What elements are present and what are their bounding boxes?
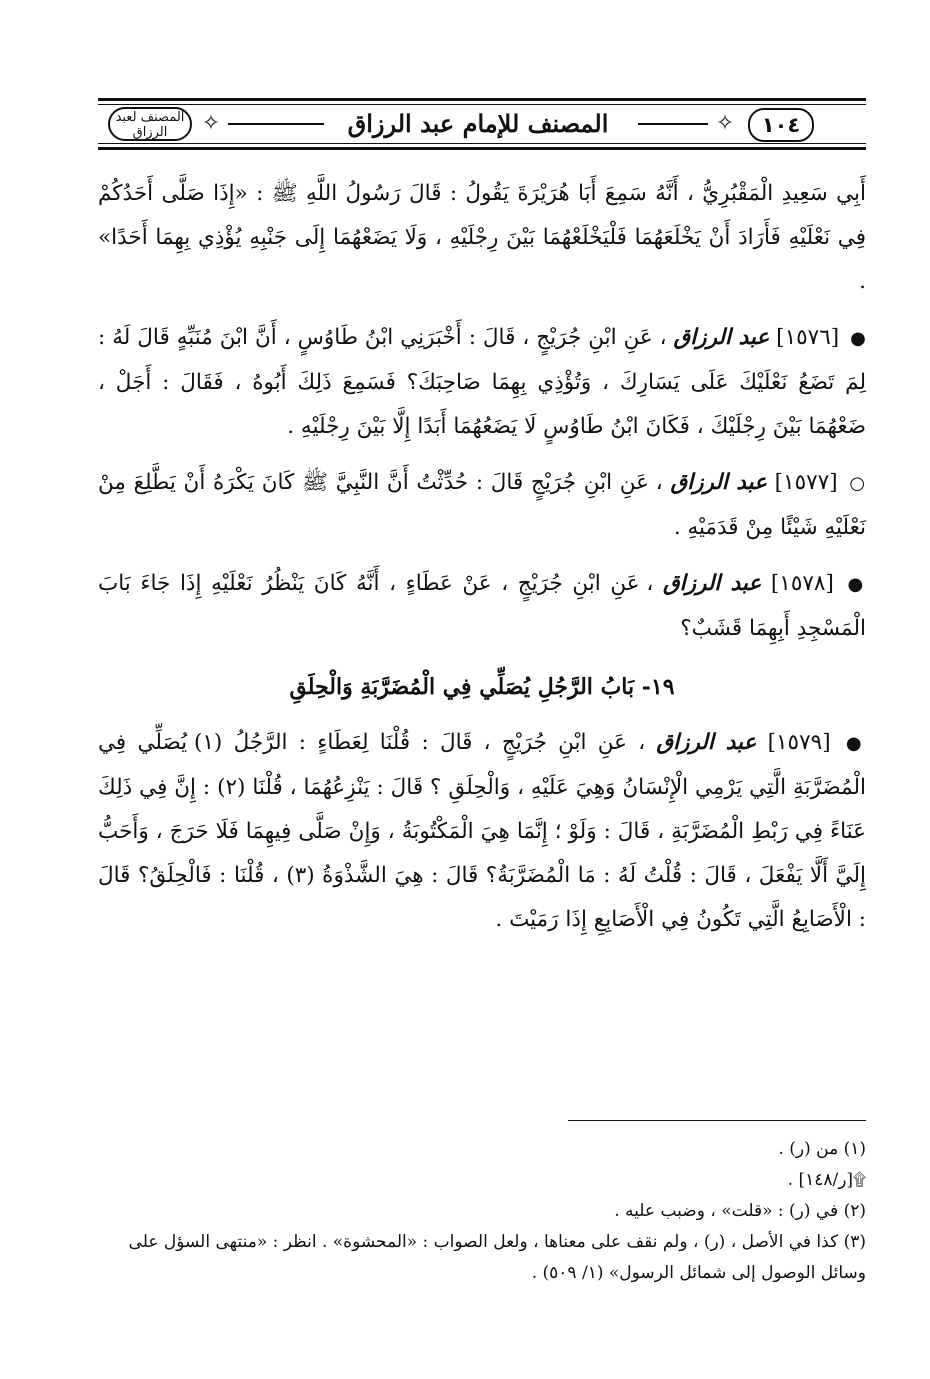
chapter-heading: ١٩- بَابُ الرَّجُلِ يُصَلِّي فِي الْمُضَرَّبَةِ وَالْحِلَقِ <box>289 674 675 700</box>
page-number: ١٠٤ <box>748 108 814 142</box>
footnote: (١) من (ر) . <box>778 1139 866 1159</box>
bullet-icon: ● <box>847 574 866 595</box>
bullet-icon: ● <box>845 733 866 754</box>
hadith-number: [١٥٧٩] <box>767 730 831 755</box>
narrator-lead: عبد الرزاق <box>673 325 770 350</box>
hadith-number: [١٥٧٧] <box>774 470 838 495</box>
paragraph <box>98 172 866 304</box>
narrator-lead: عبد الرزاق <box>670 470 767 495</box>
bullet-icon: ○ <box>849 473 866 494</box>
ornament-icon: ✧ <box>715 111 735 136</box>
hadith-text: ، عَنِ ابْنِ جُرَيْجٍ قَالَ : حُدِّثْتُ أَنَّ النَّبِيَّ ﷺ كَانَ يَكْرَهُ أَنْ يَطَّلِعَ مِنْ نَعْلَيْهِ شَيْئًا مِنْ قَدَمَيْهِ . <box>98 470 866 540</box>
footnote: (٢) في (ر) : «قلت» ، وضبب عليه . <box>614 1201 866 1221</box>
page-body <box>98 172 866 954</box>
header-divider <box>638 123 708 125</box>
footnote: ۩[ر/١٤٨] . <box>787 1170 866 1190</box>
hadith-text: ، عَنِ ابْنِ جُرَيْجٍ ، قَالَ : قُلْنَا لِعَطَاءٍ : الرَّجُلُ (١) يُصَلِّي فِي الْمُضَرَّبَةِ الَّتِي يَرْمِي الْإِنْسَانُ وَهِيَ عَلَيْهِ ، وَالْحِلَقِ ؟ قَالَ : يَنْزِعُهُمَا ، قُلْنَا (٢) : إِنَّ فِي ذَلِكَ عَنَاءً فِي رَبْطِ الْمُضَرَّبَةِ ، قَالَ : وَلَوْ ؛ إِنَّمَا هِيَ الْمَكْتُوبَةُ ، وَإِنْ صَلَّى فِيهِمَا فَلَا حَرَجَ ، وَأَحَبُّ إِلَيَّ أَلَّا يَفْعَلَ ، قَالَ : قُلْتُ لَهُ : مَا الْمُضَرَّبَةُ؟ قَالَ : هِيَ الشَّذْوَةُ (٣) ، قُلْنَا : فَالْحِلَقُ؟ قَالَ : الْأَصَابِعُ الَّتِي تَكُونُ فِي الْأَصَابِعِ إِذَا رَمَيْتَ . <box>98 730 866 932</box>
paragraph-text: أَبِي سَعِيدِ الْمَقْبُرِيُّ ، أَنَّهُ سَمِعَ أَبَا هُرَيْرَةَ يَقُولُ : قَالَ رَسُولُ اللَّهِ ﷺ : «إِذَا صَلَّى أَحَدُكُمْ فِي نَعْلَيْهِ فَأَرَادَ أَنْ يَخْلَعَهُمَا فَلْيَخْلَعْهُمَا بَيْنَ رِجْلَيْهِ ، وَلَا يَضَعْهُمَا إِلَى جَنْبِهِ يُؤْذِي بِهِمَا أَحَدًا» . <box>98 181 866 294</box>
narrator-lead: عبد الرزاق <box>656 730 757 755</box>
footnote-divider <box>568 1120 866 1121</box>
publisher-logo: المصنف لعبد الرزاق <box>108 107 192 141</box>
hadith-1576 <box>98 316 866 449</box>
footnotes <box>98 1134 866 1289</box>
header-divider <box>228 123 324 125</box>
bullet-icon: ● <box>850 328 866 349</box>
book-title: المصنف للإمام عبد الرزاق <box>347 109 609 138</box>
ornament-icon: ✧ <box>201 111 221 136</box>
hadith-1578 <box>98 562 866 651</box>
hadith-1579 <box>98 721 866 942</box>
page-header <box>98 98 866 150</box>
hadith-text: ، عَنِ ابْنِ جُرَيْجٍ ، قَالَ : أَخْبَرَنِي ابْنُ طَاوُسٍ ، أَنَّ ابْنَ مُنَبِّهٍ قَالَ لَهُ : لِمَ تَضَعُ نَعْلَيْكَ عَلَى يَسَارِكَ ، وَتُؤْذِي بِهِمَا صَاحِبَكَ؟ فَسَمِعَ ذَلِكَ أَبُوهُ ، فَقَالَ : أَجَلْ ، ضَعْهُمَا بَيْنَ رِجْلَيْكَ ، فَكَانَ ابْنُ طَاوُسٍ لَا يَضَعُهُمَا أَبَدًا إِلَّا بَيْنَ رِجْلَيْهِ . <box>98 325 866 439</box>
narrator-lead: عبد الرزاق <box>662 571 762 596</box>
hadith-text: ، عَنِ ابْنِ جُرَيْجٍ ، عَنْ عَطَاءٍ ، أَنَّهُ كَانَ يَنْظُرُ نَعْلَيْهِ إِذَا جَاءَ بَابَ الْمَسْجِدِ أَبِهِمَا قَشَبٌ؟ <box>98 571 866 641</box>
footnote: (٣) كذا في الأصل ، (ر) ، ولم نقف على معناها ، ولعل الصواب : «المحشوة» . انظر : «منتهى السؤل على وسائل الوصول إلى شمائل الرسول» (١/ ٥٠٩) . <box>128 1232 866 1283</box>
hadith-number: [١٥٧٦] <box>776 325 840 350</box>
hadith-number: [١٥٧٨] <box>770 571 834 596</box>
hadith-1577 <box>98 461 866 550</box>
